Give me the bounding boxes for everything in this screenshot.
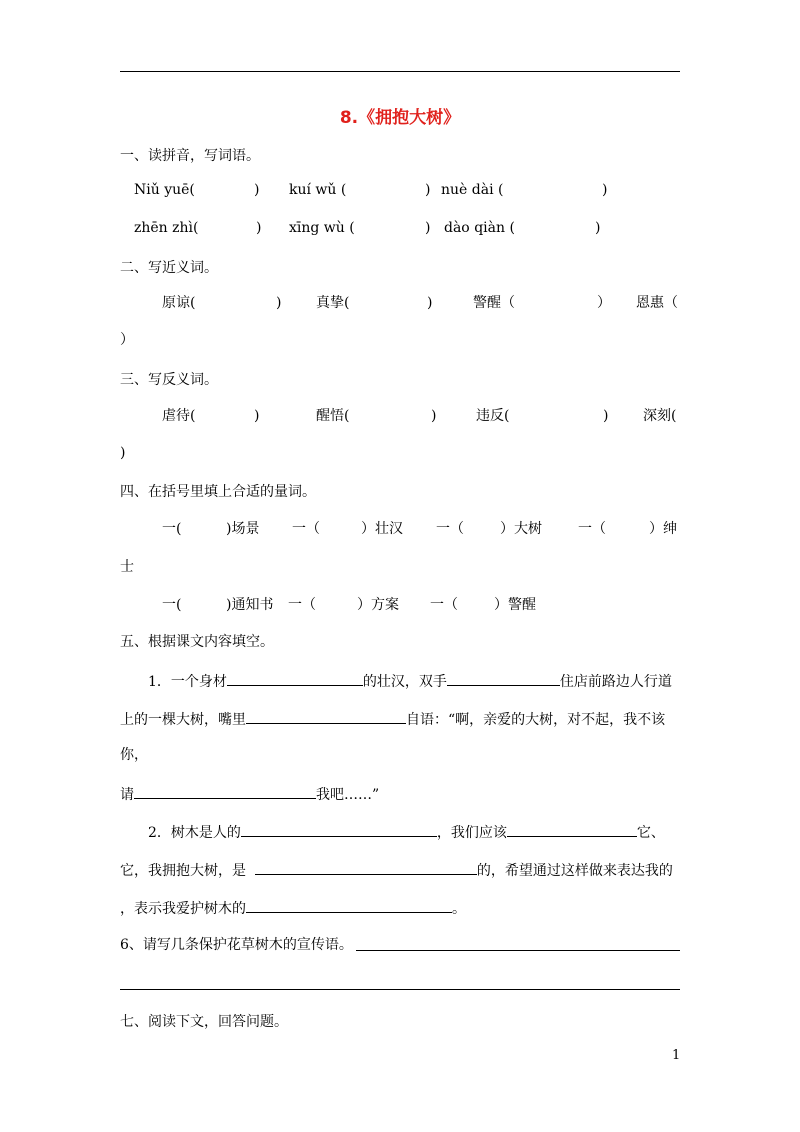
- q1-line2: [120, 709, 665, 729]
- s4-item: 一（: [292, 521, 320, 537]
- page-number: 1: [672, 1048, 681, 1063]
- s2-item: ): [276, 295, 282, 311]
- s4-item: 一（: [436, 521, 464, 537]
- s3-item: 醒悟(: [316, 408, 350, 424]
- s4-item: ）绅: [649, 521, 677, 537]
- s4-item: ）方案: [357, 597, 399, 613]
- section-5-heading: 五、根据课文内容填空。: [120, 634, 274, 650]
- s1-row2-item: xīng wù (: [289, 220, 355, 236]
- section-6-heading: 6、请写几条保护花草树木的宣传语。: [120, 937, 353, 953]
- q1-text: 上的一棵大树，嘴里: [120, 712, 246, 728]
- q1-line3: 你，: [120, 747, 148, 763]
- section-4-heading: 四、在括号里填上合适的量词。: [120, 484, 316, 500]
- s2-item: 恩惠（: [636, 295, 678, 311]
- s4-item: ）大树: [500, 521, 542, 537]
- q2-text: 它，我拥抱大树，是: [120, 863, 246, 879]
- s4-item: 一（: [430, 597, 458, 613]
- fill-blank[interactable]: [507, 822, 637, 837]
- q2-line1: [148, 822, 665, 842]
- q2-line2: [120, 860, 673, 880]
- s4-item: 一(: [162, 521, 182, 537]
- section-7-heading: 七、阅读下文，回答问题。: [120, 1014, 288, 1030]
- s3-item: 违反(: [476, 408, 510, 424]
- s1-row1-item: ): [425, 182, 431, 198]
- q2-text: ，表示我爱护树木的: [120, 901, 246, 917]
- s4-item: )通知书: [226, 597, 274, 613]
- q1-text: 的壮汉，双手: [362, 674, 447, 690]
- answer-line[interactable]: [356, 950, 680, 951]
- s4-item: 一（: [288, 597, 316, 613]
- fill-blank[interactable]: [227, 671, 363, 686]
- s1-row2-item: dào qiàn (: [444, 220, 515, 236]
- s1-row2-item: ): [425, 220, 431, 236]
- s2-item: ）: [597, 295, 611, 311]
- s1-row2-item: zhēn zhì(: [134, 220, 199, 236]
- s4-wrap: 士: [120, 559, 134, 575]
- s2-item: ): [427, 295, 433, 311]
- s4-item: 一(: [162, 597, 182, 613]
- fill-blank[interactable]: [246, 898, 452, 913]
- s3-item: ): [431, 408, 437, 424]
- page-title: 8.《拥抱大树》: [339, 108, 461, 128]
- section-2-heading: 二、写近义词。: [120, 260, 218, 276]
- s1-row1-item: ): [254, 182, 260, 198]
- s1-row1-item: nuè dài (: [441, 182, 504, 198]
- q2-text: 2．树木是人的: [148, 825, 241, 841]
- section-1-heading: 一、读拼音，写词语。: [120, 148, 260, 164]
- fill-blank[interactable]: [255, 860, 477, 875]
- s3-item: 虐待(: [162, 408, 196, 424]
- q1-text: 住店前路边人行道: [559, 674, 672, 690]
- q1-text: 请: [120, 787, 134, 803]
- s1-row2-item: ): [595, 220, 601, 236]
- s4-item: ）壮汉: [361, 521, 403, 537]
- fill-blank[interactable]: [241, 822, 437, 837]
- answer-line[interactable]: [120, 989, 680, 990]
- q1-line1: [148, 671, 672, 691]
- s4-item: ）警醒: [494, 597, 536, 613]
- s4-item: )场景: [226, 521, 260, 537]
- q1-line4: [120, 784, 379, 804]
- header-rule: [120, 71, 680, 72]
- q2-text: ，我们应该: [436, 825, 507, 841]
- s3-item: ): [254, 408, 260, 424]
- section-3-heading: 三、写反义词。: [120, 372, 218, 388]
- q2-text: 。: [452, 901, 466, 917]
- q1-text: 我吧……”: [316, 787, 380, 803]
- s1-row1-item: Niǔ yuē(: [134, 182, 195, 198]
- s2-item: 真挚(: [316, 295, 350, 311]
- fill-blank[interactable]: [447, 671, 560, 686]
- q2-text: 的，希望通过这样做来表达我的: [476, 863, 673, 879]
- s3-item: 深刻(: [643, 408, 677, 424]
- q2-text: 它、: [636, 825, 665, 841]
- s2-wrap: ）: [120, 332, 134, 348]
- q1-text: 1．一个身材: [148, 674, 227, 690]
- s2-item: 警醒（: [473, 295, 515, 311]
- s2-item: 原谅(: [162, 295, 196, 311]
- q2-line3: [120, 898, 466, 918]
- s1-row2-item: ): [256, 220, 262, 236]
- s1-row1-item: ): [602, 182, 608, 198]
- s3-wrap: ): [120, 445, 126, 461]
- s4-item: 一（: [578, 521, 606, 537]
- fill-blank[interactable]: [134, 784, 316, 799]
- s1-row1-item: kuí wǔ (: [289, 182, 347, 198]
- q1-text: 自语：“啊，亲爱的大树，对不起，我不该: [406, 712, 666, 728]
- fill-blank[interactable]: [246, 709, 406, 724]
- s3-item: ): [603, 408, 609, 424]
